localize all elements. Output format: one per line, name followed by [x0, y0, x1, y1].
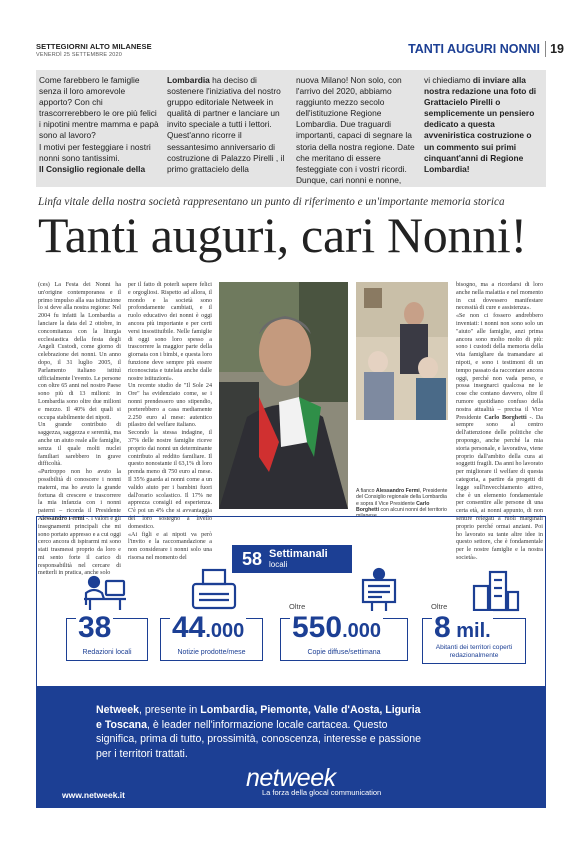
text: , presente in	[139, 704, 201, 716]
paragraph: Secondo la stessa indagine, il 37% delle nostre famiglie riceve proprio dai nonni un determinante contributo al reddito familiare. Il questo nonostante il 63,1% di loro prenda meno di 750 euro al mese. Il 35% guarda ai nonni come a un valido aiuto per i bambini fuori dall'orario scolastico. Il 17% ne apprezza consigli ed esperienza. C'è poi un 4% che si avvantaggia del loro sostegno a livello domestico.	[128, 430, 212, 530]
netweek-tagline: La forza della glocal communication	[262, 788, 382, 797]
article-column-3	[456, 282, 543, 561]
letter-text: Il Consiglio regionale della	[39, 163, 146, 174]
desk-worker-icon	[82, 575, 128, 611]
portrait-photo	[219, 282, 348, 509]
paragraph: Un grande contributo di saggezza, saggezza e serenità, ma anche un aiuto reale alle famiglie, senza il quale molti nuclei familiari sarebbero in grave difficoltà.	[38, 422, 121, 468]
stat-suffix: .000	[342, 620, 381, 642]
letter-column-3	[296, 75, 416, 186]
person-name: Alessandro Fermi	[375, 488, 420, 494]
stat-notizie	[160, 611, 263, 661]
website-link[interactable]: www.netweek.it	[62, 790, 125, 800]
brand-name: Netweek	[96, 704, 139, 716]
text: -. Da sempre sono al centro dell'attenzione delle politiche che propongo, anche perché la mia storia personale, e lavorativa, viene proprio dall'ambito della cura ai soggetti fragili. Da anni ho lavorato per migliorare il welfare di questa categoria, a partire da progetti di legge sull'invecchiamento attivo, che è un elemento fondamentale per consentire alle persone di una certa età, ai nonni appunto, di non sentire relegati a ruoli marginali proprio perché ormai anziani. Poi ho lavorato su tante altre idee in questo settore, che è fondamentale per le nostre famiglie e la nostra società».	[456, 414, 543, 561]
person-name: Carlo Borghetti	[484, 414, 527, 421]
text: -. I valori e gli insegnamenti principali che mi sono portato appresso e a cui oggi cerco ancora di ispirarmi mi sono stati trasmessi proprio da loro e mi sento forte il carico di responsabilità nel cercare di metterli in pratica, anche solo	[38, 515, 121, 577]
stat-abitanti	[422, 602, 526, 664]
person-name: Alessandro Fermi	[38, 515, 85, 522]
photo-caption	[356, 488, 448, 519]
stat-redazioni	[66, 611, 148, 661]
stat-prefix: Oltre	[431, 602, 448, 611]
badge-sublabel: locali	[269, 560, 288, 569]
stat-label: Redazioni locali	[82, 649, 132, 656]
letter-column-4	[424, 75, 542, 175]
stat-prefix: Oltre	[289, 602, 306, 611]
stat-number: 8	[434, 611, 451, 644]
letter-text: Quest'anno ricorre il sessantesimo anniversario di costruzione di Palazzo Pirelli , il primo grattacielo della	[167, 130, 285, 174]
stat-value	[432, 611, 493, 648]
stat-value	[170, 611, 246, 648]
stat-number: 38	[78, 611, 112, 644]
publication-date: VENERDÌ 25 SETTEMBRE 2020	[36, 52, 123, 58]
paragraph: «Ai figli e ai nipoti va però l'invito e la raccomandazione a non considerare i nonni solo una risorsa nel momento del	[128, 531, 212, 561]
section-title: TANTI AUGURI NONNI	[408, 42, 540, 56]
paragraph: Un recente studio de "Il Sole 24 Ore" ha evidenziato come, se i nonni prendessero uno stipendio, porterebbero a casa mediamente 2.250 euro al mese: autentico pilastro del welfare italiano.	[128, 383, 212, 429]
letter-text: Lombardia	[167, 75, 210, 85]
article-subtitle: Linfa vitale della nostra società rappresentano un punto di riferimento e un'importante memoria storica	[38, 196, 505, 208]
text: con alcuni nonni del territorio milanese	[356, 506, 447, 520]
page-number: 19	[550, 42, 564, 56]
netweek-logo: netweek	[246, 764, 336, 792]
letter-box	[36, 70, 546, 187]
text: A fianco	[356, 488, 376, 494]
stat-value	[290, 611, 383, 648]
stat-suffix: mil.	[450, 620, 491, 642]
weekly-count-badge	[232, 545, 352, 573]
paragraph: per il fatto di poterli sapere felici e orgogliosi. Rispetto ad allora, il mondo e la società sono profondamente cambiati, e il ruolo educativo dei nonni è oggi ancora più importante e per certi versi insostituibile. Nelle famiglie di oggi sono loro spesso a trascorrere la maggior parte della giornata con i bimbi, e questa loro funzione deve sempre più essere riconosciuta e tutelata anche dalle nostre istituzioni».	[128, 282, 212, 382]
person-name: Carlo Borghetti	[356, 500, 430, 513]
letter-text: ha deciso di sostenere l'iniziativa del nostro gruppo editoriale Netweek in qualità di partner e lanciare un invito speciale a tutti i lettori.	[167, 75, 281, 130]
stat-number: 550	[292, 611, 343, 644]
stat-label: Notizie prodotte/mese	[177, 649, 246, 656]
text: , è leader nell'informazione locale cartacea. Questo significa, prima di tutto, prossimità, conoscenza, interesse e passione per i territori trattati.	[96, 718, 422, 760]
text: «Se non ci fossero andrebbero inventati: i nonni non sono solo un "aiuto" alle famiglie, anzi prima ancora sono molto molto di più: sono i custodi della memoria della vita famigliare da tramandare ai nipoti, e sono i testimoni di un tempo passato da raccontare ancora oggi, perché non vada perso, e possa insegnarci qualcosa ne le cose che contano davvero, oltre il rumore quotidiano confuso della nostra attualità – precisa il Vice Presidente	[456, 313, 543, 421]
header-divider	[545, 41, 546, 57]
paragraph: (ces) La Festa dei Nonni ha un'origine contemporanea e il primo impulso alla sua istituzione lo si deve alla nostra regione: Nel 2004 fu infatti la Lombardia a lanciare la data del 2 ottobre, in concomitanza con la liturgia ecclesiastica della festa degli Angeli Custodi, come giorno di celebrazione dei nonni. Un anno dopo, il 31 luglio 2005, il Parlamento italiano istituì ufficialmente l'evento. Le persone con oltre 65 anni nel nostro Paese sono più di 13 milioni: in Lombardia sono oltre due milioni e mezzo. Il 40% dei quali si occupa stabilmente dei nipoti.	[38, 282, 121, 421]
text: , Presidente del Consiglio regionale della Lombardia e sopra il Vice Presidente	[356, 488, 448, 507]
article-column-2	[128, 282, 212, 561]
paragraph: bisogno, ma a ricordarsi di loro anche nella malattia e nel momento in cui dovessero manifestare necessità di cure e assistenza».	[456, 282, 543, 312]
stat-label: Abitanti dei territori coperti redazionalmente	[435, 644, 513, 659]
group-photo	[356, 282, 448, 420]
stat-suffix: .000	[205, 620, 245, 642]
letter-column-1	[39, 75, 160, 175]
buildings-icon	[470, 568, 520, 612]
letter-text: Come farebbero le famiglie senza il loro amorevole apporto? Con chi trascorrerebbero le ore più felici i nipotini mentre mamma e papà sono al lavoro?	[39, 75, 159, 141]
badge-label: Settimanali	[269, 548, 328, 560]
letter-text: vi chiediamo	[424, 75, 473, 85]
article-column-1	[38, 282, 121, 577]
stat-number: 44	[172, 611, 206, 644]
article-title: Tanti auguri, cari Nonni!	[38, 207, 527, 263]
stat-value	[76, 611, 113, 648]
stat-copie	[280, 602, 408, 661]
masthead	[36, 42, 152, 58]
letter-text: nuova Milano! Non solo, con l'arrivo del 2020, abbiamo raggiunto mezzo secolo dell'istituzione Regione Lombardia. Due traguardi importanti, capaci di segnare la storia della nostra regione. Date che meritano di essere festeggiate con i vostri ricordi. Dunque, cari nonni e nonne,	[296, 75, 415, 185]
publication-name: SETTEGIORNI ALTO MILANESE	[36, 42, 152, 51]
badge-number: 58	[242, 549, 263, 569]
newspaper-reader-icon	[360, 568, 398, 612]
typewriter-icon	[189, 568, 239, 612]
regions: Lombardia, Piemonte, Valle d'Aosta, Liguria e Toscana	[96, 704, 421, 731]
text: «Purtroppo non ho avuto la possibilità di conoscere i nonni materni, ma ho avuto la grande fortuna di crescere e trascorrere la mia infanzia con i nonni paterni – ricorda il Presidente	[38, 469, 121, 515]
advertisement-text	[96, 703, 426, 761]
letter-column-2	[167, 75, 289, 175]
letter-text: di inviare alla nostra redazione una foto di Grattacielo Pirelli o semplicemente un pensiero dedicato a questa avveniristica costruzione o un commento sui primi cinquant'anni di Regione Lombardia!	[424, 75, 537, 174]
stat-label: Copie diffuse/settimana	[307, 649, 381, 656]
letter-text: I motivi per festeggiare i nostri nonni sono tantissimi.	[39, 141, 151, 163]
